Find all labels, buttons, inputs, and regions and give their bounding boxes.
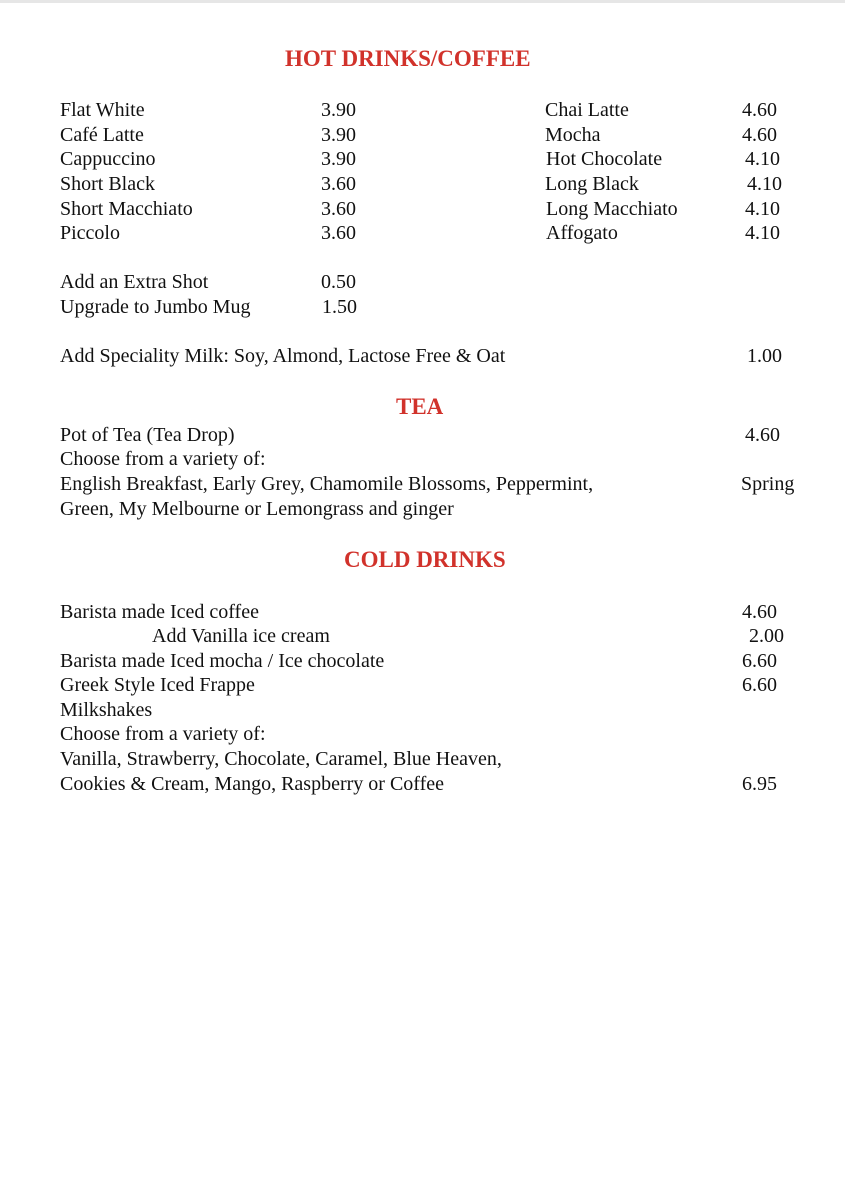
section-title-hot-drinks: HOT DRINKS/COFFEE: [285, 46, 531, 71]
menu-item-price: 4.10: [745, 148, 780, 170]
speciality-milk-name: Add Speciality Milk: Soy, Almond, Lactose Free & Oat: [60, 345, 506, 367]
tea-varieties-line: Green, My Melbourne or Lemongrass and ginger: [60, 498, 454, 520]
milkshake-price: 6.95: [742, 773, 777, 795]
menu-item-name: Long Macchiato: [546, 198, 678, 220]
menu-item-price: 4.60: [742, 601, 777, 623]
menu-item-name: Cappuccino: [60, 148, 156, 170]
menu-item-name: Short Macchiato: [60, 198, 193, 220]
menu-item-price: 3.60: [321, 198, 356, 220]
tea-pot-name: Pot of Tea (Tea Drop): [60, 424, 235, 446]
menu-item-name: Flat White: [60, 99, 145, 121]
menu-item-price: 4.10: [745, 222, 780, 244]
menu-item-price: 4.60: [742, 99, 777, 121]
menu-item-addon-price: 2.00: [749, 625, 784, 647]
milkshake-flavours-line: Cookies & Cream, Mango, Raspberry or Coffee: [60, 773, 444, 795]
menu-item-price: 3.60: [321, 173, 356, 195]
menu-item-price: 4.10: [747, 173, 782, 195]
menu-item-price: 3.90: [321, 124, 356, 146]
menu-item-name: Mocha: [545, 124, 601, 146]
tea-varieties-overflow: Spring: [741, 473, 795, 495]
menu-item-name: Chai Latte: [545, 99, 629, 121]
menu-item-price: 3.90: [321, 148, 356, 170]
tea-pot-price: 4.60: [745, 424, 780, 446]
menu-item-name: Barista made Iced mocha / Ice chocolate: [60, 650, 385, 672]
menu-item-price: 4.60: [742, 124, 777, 146]
menu-item-price: 3.60: [321, 222, 356, 244]
extra-price: 0.50: [321, 271, 356, 293]
menu-item-price: 3.90: [321, 99, 356, 121]
menu-item-name: Affogato: [546, 222, 618, 244]
tea-varieties-line: English Breakfast, Early Grey, Chamomile Blossoms, Peppermint,: [60, 473, 594, 495]
section-title-cold-drinks: COLD DRINKS: [344, 547, 506, 572]
menu-item-name: Milkshakes: [60, 699, 153, 721]
menu-item-addon-name: Add Vanilla ice cream: [152, 625, 330, 647]
section-title-tea: TEA: [396, 394, 444, 419]
menu-item-name: Café Latte: [60, 124, 144, 146]
tea-choose-text: Choose from a variety of:: [60, 448, 266, 470]
speciality-milk-price: 1.00: [747, 345, 782, 367]
menu-item-name: Barista made Iced coffee: [60, 601, 259, 623]
milkshake-flavours-line: Vanilla, Strawberry, Chocolate, Caramel, Blue Heaven,: [60, 748, 502, 770]
top-border: [0, 0, 845, 3]
menu-item-price: 6.60: [742, 674, 777, 696]
menu-item-name: Short Black: [60, 173, 155, 195]
menu-item-name: Piccolo: [60, 222, 120, 244]
menu-item-price: 6.60: [742, 650, 777, 672]
menu-item-name: Long Black: [545, 173, 639, 195]
menu-item-price: 4.10: [745, 198, 780, 220]
menu-item-name: Greek Style Iced Frappe: [60, 674, 255, 696]
menu-item-name: Hot Chocolate: [546, 148, 663, 170]
milkshake-choose-text: Choose from a variety of:: [60, 723, 266, 745]
extra-price: 1.50: [322, 296, 357, 318]
extra-name: Add an Extra Shot: [60, 271, 209, 293]
extra-name: Upgrade to Jumbo Mug: [60, 296, 251, 318]
